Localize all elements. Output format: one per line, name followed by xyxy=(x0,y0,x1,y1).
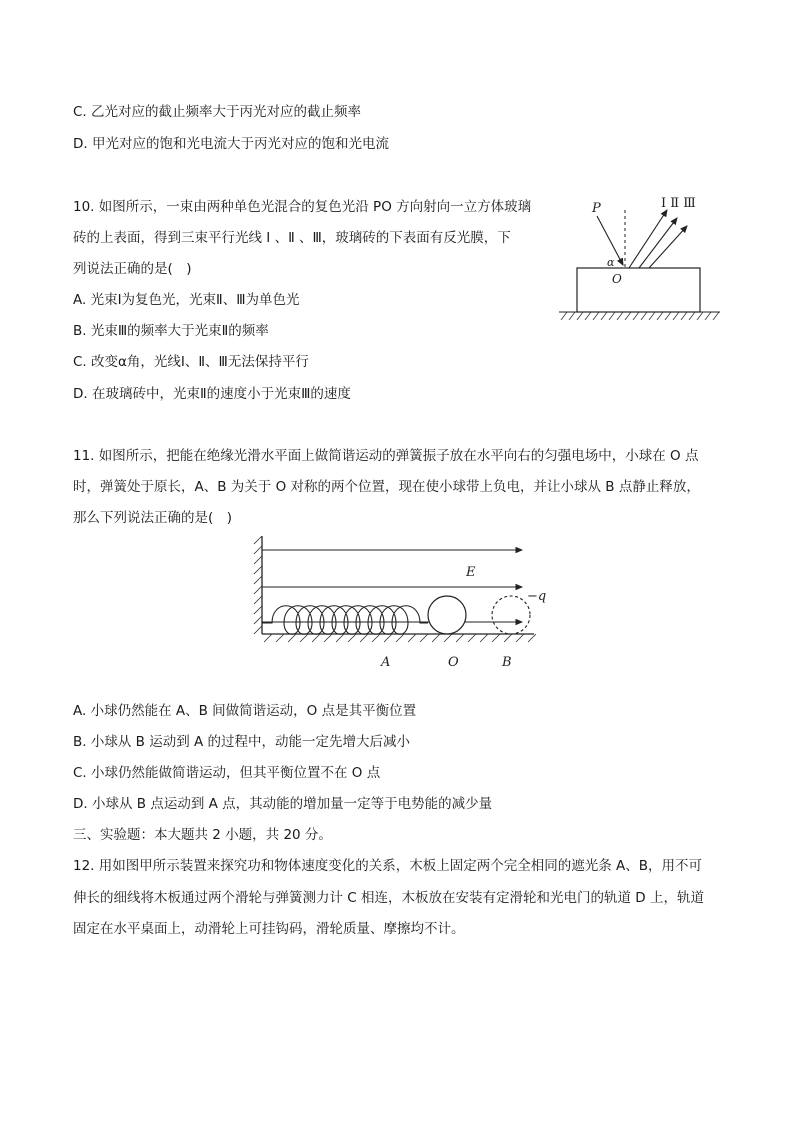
q11-stem-line2: 时，弹簧处于原长，A、B 为关于 O 对称的两个位置，现在使小球带上负电，并让小球从 B 点静止释放， xyxy=(73,479,700,495)
q10-option-b: B. 光束Ⅲ的频率大于光束Ⅱ的频率 xyxy=(73,323,269,339)
q9-option-d: D. 甲光对应的饱和光电流大于丙光对应的饱和光电流 xyxy=(73,136,389,152)
q10-glass-brick-figure xyxy=(555,188,725,323)
q10-stem-line2: 砖的上表面，得到三束平行光线 Ⅰ 、Ⅱ 、Ⅲ，玻璃砖的下表面有反光膜，下 xyxy=(73,230,511,246)
floor-hatch xyxy=(264,634,536,642)
label-alpha: α xyxy=(607,256,615,269)
q11-option-a: A. 小球仍然能在 A、B 间做简谐运动，O 点是其平衡位置 xyxy=(73,703,417,719)
label-e: E xyxy=(466,565,476,580)
section3-heading: 三、实验题：本大题共 2 小题，共 20 分。 xyxy=(73,827,332,843)
label-rays: Ⅰ Ⅱ Ⅲ xyxy=(661,196,696,211)
q12-stem-line3: 固定在水平桌面上，动滑轮上可挂钩码，滑轮质量、摩擦均不计。 xyxy=(73,921,465,937)
glass-brick xyxy=(577,268,700,312)
q12-stem-line1: 12. 用如图甲所示装置来探究功和物体速度变化的关系，木板上固定两个完全相同的遮光条 A、B，用不可 xyxy=(73,858,703,874)
label-q: −q xyxy=(527,589,547,604)
wall-hatch xyxy=(254,536,262,634)
q10-option-d: D. 在玻璃砖中，光束Ⅱ的速度小于光束Ⅲ的速度 xyxy=(73,386,351,402)
q10-stem-line1: 10. 如图所示，一束由两种单色光混合的复色光沿 PO 方向射向一立方体玻璃 xyxy=(73,199,532,215)
q11-stem-line1: 11. 如图所示，把能在绝缘光滑水平面上做简谐运动的弹簧振子放在水平向右的匀强电场中，小球在 O 点 xyxy=(73,448,699,464)
label-o: O xyxy=(612,272,622,286)
q10-option-a: A. 光束Ⅰ为复色光，光束Ⅱ、Ⅲ为单色光 xyxy=(73,292,300,308)
q9-option-c: C. 乙光对应的截止频率大于丙光对应的截止频率 xyxy=(73,104,362,120)
q12-stem-line2: 伸长的细线将木板通过两个滑轮与弹簧测力计 C 相连，木板放在安装有定滑轮和光电门的轨道 D 上，轨道 xyxy=(73,890,704,906)
label-o: O xyxy=(448,655,459,670)
label-a: A xyxy=(381,655,391,670)
q11-option-c: C. 小球仍然能做简谐运动，但其平衡位置不在 O 点 xyxy=(73,765,381,781)
ball-at-b xyxy=(492,596,530,634)
ball-at-o xyxy=(428,596,466,634)
ground-hatch xyxy=(561,312,719,320)
label-p: P xyxy=(592,201,601,216)
q11-option-b: B. 小球从 B 运动到 A 的过程中，动能一定先增大后减小 xyxy=(73,734,411,750)
q11-option-d: D. 小球从 B 点运动到 A 点，其动能的增加量一定等于电势能的减少量 xyxy=(73,796,493,812)
label-b: B xyxy=(502,655,512,670)
q11-stem-line3: 那么下列说法正确的是( ) xyxy=(73,510,233,526)
q10-option-c: C. 改变α角，光线Ⅰ、Ⅱ、Ⅲ无法保持平行 xyxy=(73,354,309,370)
spring xyxy=(262,606,428,635)
q11-spring-oscillator-figure xyxy=(248,530,558,672)
q10-stem-line3: 列说法正确的是( ) xyxy=(73,261,192,277)
